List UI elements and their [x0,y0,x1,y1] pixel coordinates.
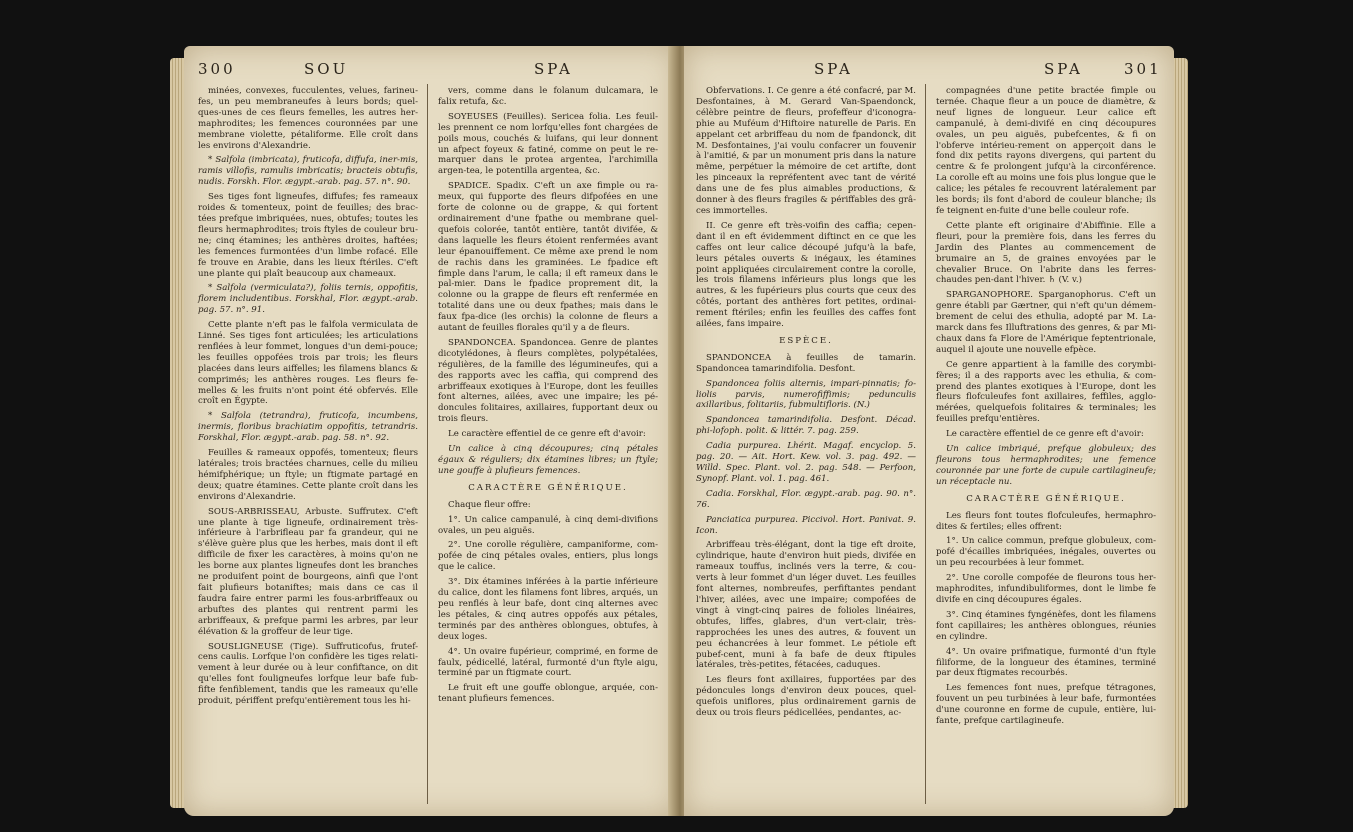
paragraph: minées, convexes, fucculentes, velues, farineu-fes, un peu membraneufes à leurs bords; quel-ques-unes de ces fleurs femelles, les autres her-maphrodites; les femences couronnées par une membrane violette, pétaliforme. Elle croît dans les environs d'Alexandrie. [198,86,418,151]
paragraph: 2°. Une corolle compofée de fleurons tous her-maphrodites, infundibuliformes, dont le limbe fe divife en cinq découpures égales. [936,573,1156,605]
paragraph: Un calice imbriqué, prefque globuleux; des fleurons tous hermaphrodites; une femence couronnée par une forte de cupule cartilagineufe; un réceptacle nu. [936,444,1156,487]
left-page [184,46,676,816]
paragraph: SOUS-ARBRISSEAU, Arbuste. Suffrutex. C'eft une plante à tige ligneufe, ordinairement très-inférieure à l'arbrifleau par fa grandeur, qui ne s'élève guère plus que les herbes, mais dont il eft difficile de fixer les caractères, à moins qu'on ne les borne aux plantes ligneufes dont les branches ne produifent point de bourgeons, ainfi que l'ont fait plufieurs botaniftes; mais dans ce cas il faudra faire entrer parmi les fous-arbriffeaux ou arbuftes des plantes qui rentrent parmi les arbriffeaux, & prefque parmi les arbres, par leur élévation & la groffeur de leur tige. [198,506,418,637]
paragraph: SOUSLIGNEUSE (Tige). Suffruticofus, frutef-cens caulis. Lorfque l'on confidère les tiges relati-vement à leur durée ou à leur confiftance, on dit qu'elles font fouligneufes lorfque leur bafe fub-fifte fenfiblement, tandis que les rameaux qu'elle produit, périffent prefqu'entièrement tous les hi- [198,641,418,707]
right-page [684,46,1174,816]
paragraph: SPARGANOPHORE. Sparganophorus. C'eft un genre établi par Gærtner, qui n'eft qu'un démem-brement de celui des ethulia, adopté par M. La-marck dans fes Illuftrations des genres, & par Mi-chaux dans fa Flore de l'Amérique feptentrionale, auquel il ajoute une nouvelle efpèce. [936,290,1156,355]
paragraph: 4°. Un ovaire prifmatique, furmonté d'un ftyle filiforme, de la longueur des étamines, terminé par deux ftigmates recourbés. [936,646,1156,679]
right-page-column-2 [936,86,1156,731]
paragraph: * Salfola (tetrandra), fruticofa, incumbens, inermis, floribus brachiatim oppofitis, tetrandris. Forskhal, Flor. ægypt.-arab. pag. 58. n°. 92. [198,411,418,444]
paragraph: Spandoncea foliis alternis, impari-pinnatis; fo-liolis parvis, numerofiffimis; pedunculis axillaribus, folitariis, fubmultifloris. (N.) [696,378,916,411]
paragraph: Cette plante n'eft pas le falfola vermiculata de Linné. Ses tiges font articulées; les articulations renflées à leur fommet, longues d'un demi-pouce; les feuilles oppofées trois par trois; les fleurs placées dans leurs aiffelles; les filamens blancs & comprimés; les anthères rouges. Les fleurs fe-melles & les fruits n'ont point été obfervés. Elle croît en Égypte. [198,320,418,407]
paragraph: Cette plante eft originaire d'Abiffinie. Elle a fleuri, pour la première fois, dans les ferres du Jardin des Plantes au commencement de brumaire an 5, de graines envoyées par le chevalier Bruce. On l'abrite dans les ferres-chaudes pen-dant l'hiver. ♄ (V. v.) [936,220,1156,286]
paragraph: Ce genre appartient à la famille des corymbi-fères; il a des rapports avec les ethulia, & com-prend des plantes exotiques à l'Europe, dont les fleurs flofculeufes font axillaires, feffiles, agglo-mérées, quelquefois folitaires & terminales; les feuilles prefqu'entières. [936,359,1156,425]
paragraph: Les fleurs font axillaires, fupportées par des pédoncules longs d'environ deux pouces, quel-quefois uniflores, plus ordinairement garnis de deux ou trois fleurs pédicellées, pendantes, ac- [696,675,916,719]
paragraph: 1°. Un calice commun, prefque globuleux, com-pofé d'écailles imbriquées, inégales, ouvertes ou un peu recourbées à leur fommet. [936,536,1156,569]
column-rule [427,84,428,804]
paragraph: 3°. Dix étamines inférées à la partie inférieure du calice, dont les filamens font libres, arqués, un peu renflés à leur bafe, dont cinq alternes avec les pétales, & cinq autres oppofés aux pétales, terminés par des anthères oblongues, obtufes, à deux loges. [438,577,658,642]
paragraph: Ses tiges font ligneufes, diffufes; fes rameaux roides & tomenteux, point de feuilles; des brac-tées prefque imbriquées, nues, obtufes; toutes les fleurs hermaphrodites; trois ftyles de couleur bru-ne; cinq étamines; les anthères droites, haftées; les femences furmontées d'un limbe rofacé. Elle fe trouve en Arabie, dans les lieux ftériles. C'eft une plante qui plaît beaucoup aux chameaux. [198,192,418,279]
left-page-header-left: SOU [304,60,349,78]
paragraph: compagnées d'une petite bractée fimple ou ternée. Chaque fleur a un pouce de diamètre, & neuf lignes de longueur. Leur calice eft campanulé, à demi-divifé en cinq découpures ovales, un peu aiguës, pubefcentes, & fi on l'obferve intérieu-rement on apperçoit dans le fond dix petits rayons divergens, qui partent du centre & fe prolongent jufqu'à la circonférence. La corolle eft au moins une fois plus longue que le calice; les pétales fe recouvrent latéralement par les bords; ils font d'abord de couleur blanche; ils fe teignent en-fuite d'une belle couleur rofe. [936,86,1156,216]
paragraph: SPANDONCEA. Spandoncea. Genre de plantes dicotylédones, à fleurs complètes, polypétalées, régulières, de la famille des légumineufes, qui a des rapports avec les caffia, qui comprend des arbriffeaux exotiques à l'Europe, dont les feuilles font alternes, ailées, avec une impaire; les pé-doncules folitaires, axillaires, fupportant deux ou trois fleurs. [438,337,658,425]
paragraph: Les femences font nues, prefque tétragones, fouvent un peu turbinées à leur bafe, furmontées d'une couronne en forme de cupule, entière, lui-fante, prefque cartilagineufe. [936,683,1156,727]
paragraph: Obfervations. I. Ce genre a été confacré, par M. Desfontaines, à M. Gerard Van-Spaendonck, célèbre peintre de fleurs, profeffeur d'iconogra-phie au Muféum d'Hiftoire naturelle de Paris. En appelant cet arbriffeau du nom de fpandonck, dit M. Desfontaines, j'ai voulu confacrer un fouvenir à l'amitié, & par un monument pris dans la nature même, perpétuer la mémoire de cet artifte, dont les pinceaux la repréfentent avec tant de vérité dans une de fes plus aimables productions, & donner à des fleurs fragiles & périffables des grâ-ces immortelles. [696,86,916,216]
left-page-column-2 [438,86,658,709]
paragraph: Les fleurs font toutes flofculeufes, hermaphro-dites & fertiles; elles offrent: [936,510,1156,532]
paragraph: Un calice à cinq découpures; cinq pétales égaux & réguliers; dix étamines libres; un ftyle; une gouffe à plufieurs femences. [438,444,658,476]
open-book [150,28,1210,818]
paragraph: Cadia purpurea. Lhérit. Magaf. encyclop. 5. pag. 20. — Ait. Hort. Kew. vol. 3. pag. 492. — Willd. Spec. Plant. vol. 2. pag. 548. — Perfoon, Synopf. Plant. vol. 1. pag. 461. [696,441,916,484]
paragraph: II. Ce genre eft très-voifin des caffia; cepen-dant il en eft évidemment diftinct en ce que les caffes ont leur calice découpé jufqu'à la bafe, leurs pétales ouverts & inégaux, les étamines point appliquées circulairement contre la corolle, les trois filamens inférieurs plus longs que les autres, & les fupérieurs plus courts que ceux des côtés, portant des anthères fort petites, ordinai-rement ftériles; enfin les feuilles des caffes font ailées, fans impaire. [696,220,916,330]
paragraph: 1°. Un calice campanulé, à cinq demi-divifions ovales, un peu aiguës. [438,514,658,536]
paragraph: Spandoncea tamarindifolia. Desfont. Décad. phi-lofoph. polit. & littér. 7. pag. 259. [696,415,916,437]
paragraph: * Salfola (imbricata), fruticofa, diffufa, iner-mis, ramis villofis, ramulis imbricatis; bracteis obtufis, nudis. Forskh. Flor. ægypt.-arab. pag. 57. n°. 90. [198,155,418,188]
paragraph: SPANDONCEA à feuilles de tamarin. Spandoncea tamarindifolia. Desfont. [696,352,916,374]
right-page-header-left: SPA [814,60,853,78]
paragraph: 4°. Un ovaire fupérieur, comprimé, en forme de faulx, pédicellé, latéral, furmonté d'un ftyle aigu, terminé par un ftigmate court. [438,646,658,679]
column-rule [925,84,926,804]
right-page-header-right: SPA [1044,60,1083,78]
left-page-column-1 [198,86,418,711]
paragraph: Le caractère effentiel de ce genre eft d'avoir: [946,429,1144,440]
paragraph: Le caractère effentiel de ce genre eft d'avoir: [448,429,646,440]
right-page-column-1 [696,86,916,723]
section-heading: CARACTÈRE GÉNÉRIQUE. [966,493,1126,504]
section-heading: CARACTÈRE GÉNÉRIQUE. [468,482,628,493]
paragraph: * Salfola (vermiculata?), foliis ternis, oppofitis, florem includentibus. Forskhal, Flor. ægypt.-arab. pag. 57. n°. 91. [198,283,418,316]
right-page-number: 301 [1124,60,1162,78]
paragraph: vers, comme dans le folanum dulcamara, le falix retufa, &c. [438,86,658,107]
left-page-number: 300 [198,60,236,78]
paragraph: 2°. Une corolle régulière, campaniforme, com-pofée de cinq pétales ovales, entiers, plus longs que le calice. [438,540,658,573]
paragraph: Feuilles & rameaux oppofés, tomenteux; fleurs latérales; trois bractées charnues, celle du milieu hémifphérique; un ftyle; un ftigmate partagé en deux; quatre étamines. Cette plante croît dans les environs d'Alexandrie. [198,448,418,502]
paragraph: Panciatica purpurea. Piccivol. Hort. Panivat. 9. Icon. [696,514,916,536]
paragraph: Le fruit eft une gouffe oblongue, arquée, con-tenant plufieurs femences. [438,683,658,705]
paragraph: SPADICE. Spadix. C'eft un axe fimple ou ra-meux, qui fupporte des fleurs difpofées en une forte de colonne ou de grappe, & qui fortent ordinairement d'une fpathe ou membrane quel-quefois colorée, tantôt entière, tantôt divifée, & dans laquelle les fleurs étoient renfermées avant leur épanouiffement. Ce même axe prend le nom de rachis dans les graminées. Le fpadice eft fimple dans l'arum, le calla; il eft rameux dans le pal-mier. Dans le fpadice proprement dit, la colonne ou la grappe de fleurs eft renfermée en totalité dans une ou deux fpathes; mais dans le faux fpa-dice (les orchis) la colonne de fleurs a autant de feuilles florales qu'il y a de fleurs. [438,181,658,334]
paragraph: Arbriffeau très-élégant, dont la tige eft droite, cylindrique, haute d'environ huit pieds, divifée en rameaux touffus, inclinés vers la terre, & cou-verts à leur fommet d'un léger duvet. Les feuilles font alternes, nombreufes, perfiftantes pendant l'hiver, ailées, avec une impaire; compofées de vingt à vingt-cinq paires de folioles linéaires, obtufes, liffes, glabres, d'un vert-clair, très-rapprochées les unes des autres, & fouvent un peu échancrées à leur fommet. Le pétiole eft pubef-cent, muni à fa bafe de deux ftipules latérales, très-petites, fétacées, caduques. [696,540,916,671]
left-page-header-right: SPA [534,60,573,78]
section-heading: ESPÈCE. [779,335,833,346]
paragraph: SOYEUSES (Feuilles). Sericea folia. Les feuil-les prennent ce nom lorfqu'elles font chargées de poils mous, couchés & luifans, qui leur donnent un afpect foyeux & fatiné, comme on peut le re-marquer dans le protea argentea, l'archimilla argen-tea, le potentilla argentea, &c. [438,111,658,177]
paragraph: Chaque fleur offre: [448,499,531,510]
paragraph: Cadia. Forskhal, Flor. ægypt.-arab. pag. 90. n°. 76. [696,488,916,510]
paragraph: 3°. Cinq étamines fyngénèfes, dont les filamens font capillaires; les anthères oblongues, réunies en cylindre. [936,609,1156,642]
